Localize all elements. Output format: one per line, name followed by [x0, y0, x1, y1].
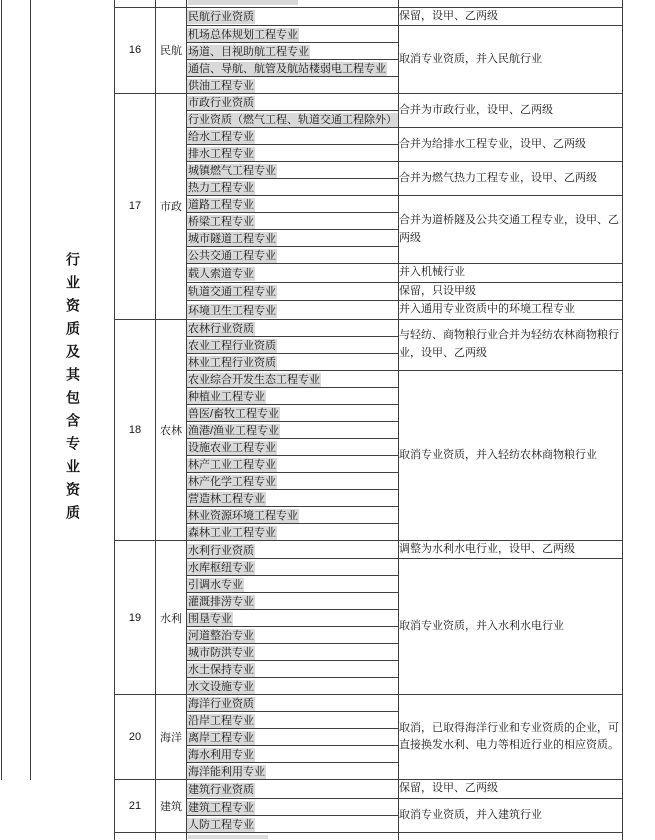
qualification-item-cell — [187, 353, 399, 370]
qualification-item-cell — [187, 816, 399, 833]
qualification-item-cell — [187, 43, 399, 60]
qualification-item-text: 通信、导航、航管及航站楼弱电工程专业 — [188, 63, 386, 76]
qualification-item-text: 水利行业资质 — [188, 544, 254, 557]
section-number-cell: 19 — [115, 540, 156, 695]
qualification-item-text: 林业工程行业资质 — [188, 356, 276, 369]
section-industry-cell: 水利 — [156, 540, 187, 695]
table-row — [115, 559, 623, 576]
table-row-partial-bottom — [115, 833, 623, 840]
qualification-item-text: 林产化学工程专业 — [188, 475, 276, 488]
qualification-item-cell — [187, 128, 399, 145]
qualification-item-text: 海水利用专业 — [188, 749, 254, 762]
result-cell: 并入机械行业 — [399, 264, 623, 283]
qualification-item-cell — [187, 60, 399, 77]
qualification-item-text: 给水工程专业 — [188, 131, 254, 144]
qualification-item-text: 供油工程专业 — [188, 80, 254, 93]
table-row — [115, 282, 623, 301]
table-row — [115, 7, 623, 26]
qualification-item-text: 森林工业工程专业 — [188, 526, 276, 539]
qualification-item-cell — [187, 264, 399, 283]
qualification-item-cell — [187, 627, 399, 644]
row-group-header-cell — [30, 0, 115, 780]
qualification-item-text: 农林行业资质 — [188, 322, 254, 335]
qualification-item-text: 海洋能利用专业 — [188, 766, 265, 779]
result-cell: 取消专业资质，并入水利水电行业 — [399, 559, 623, 695]
qualification-item-cell — [187, 746, 399, 763]
qualification-item-text: 市政行业资质 — [188, 97, 254, 110]
result-cell: 合并为给排水工程专业，设甲、乙两级 — [399, 128, 623, 162]
result-cell: 保留，设甲、乙两级 — [399, 780, 623, 799]
qualification-item-cell — [187, 370, 399, 387]
section-industry-cell — [156, 833, 187, 840]
result-cell: 并入通用专业资质中的环境工程专业 — [399, 301, 623, 320]
qualification-item-cell — [187, 301, 399, 320]
table-row — [115, 196, 623, 213]
qualification-item-cell — [187, 576, 399, 593]
qualification-item-text: 城市隧道工程专业 — [188, 233, 276, 246]
qualification-item-cell — [187, 247, 399, 264]
qualification-item-text: 行业资质（燃气工程、轨道交通工程除外） — [188, 114, 397, 127]
partial-bottom-body — [115, 833, 623, 840]
qualification-item-cell — [187, 421, 399, 438]
table-row — [115, 301, 623, 320]
qualification-item-text: 公共交通工程专业 — [188, 250, 276, 263]
qualification-item-text: 载人索道专业 — [188, 267, 254, 280]
section-number-cell: 21 — [115, 780, 156, 833]
table-row-partial-top — [115, 0, 623, 7]
qualification-item-cell — [187, 593, 399, 610]
section-number-cell: 16 — [115, 7, 156, 94]
qualification-item-text: 农业工程行业资质 — [188, 339, 276, 352]
result-cell: 合并为燃气热力工程专业，设甲、乙两级 — [399, 162, 623, 196]
section-number-cell: 17 — [115, 94, 156, 320]
qualification-item-text: 引调水专业 — [188, 579, 243, 592]
qualification-item-text: 水文设施专业 — [188, 681, 254, 694]
section-industry-cell: 市政 — [156, 94, 187, 320]
qualification-item-text: 城镇燃气工程专业 — [188, 165, 276, 178]
section-number-cell: 18 — [115, 319, 156, 540]
qualification-item-text: 林产工业工程专业 — [188, 458, 276, 471]
table-row — [115, 162, 623, 179]
table-row — [115, 319, 623, 336]
qualification-item-text: 机场总体规划工程专业 — [188, 29, 298, 42]
qualification-item-cell — [187, 763, 399, 780]
qualification-item-cell — [187, 0, 399, 7]
qualification-item-cell — [187, 489, 399, 506]
result-cell — [399, 833, 623, 840]
qualification-item-cell — [187, 213, 399, 230]
qualification-item-cell — [187, 179, 399, 196]
section-number-cell — [115, 833, 156, 840]
table-row — [115, 264, 623, 283]
qualification-item-text: 离岸工程专业 — [188, 732, 254, 745]
qualification-item-cell — [187, 780, 399, 799]
section-industry-cell: 农林 — [156, 319, 187, 540]
result-cell: 取消专业资质，并入轻纺农林商物粮行业 — [399, 370, 623, 540]
qualification-item-text: 热力工程专业 — [188, 182, 254, 195]
qualification-item-text: 建筑行业资质 — [188, 784, 254, 797]
qualification-item-cell — [187, 162, 399, 179]
qualification-item-cell — [187, 644, 399, 661]
qualification-item-cell — [187, 610, 399, 627]
qualification-item-text: 环境卫生工程专业 — [188, 305, 276, 318]
row-group-header: 行业资质及其包含专业资质 — [65, 252, 81, 528]
section-number-cell: 20 — [115, 695, 156, 780]
partial-top-body — [115, 0, 623, 7]
section-industry-cell: 海洋 — [156, 695, 187, 780]
qualification-item-text: 桥梁工程专业 — [188, 216, 254, 229]
qualification-item-cell — [187, 94, 399, 111]
table-row — [115, 695, 623, 712]
qualification-item-cell — [187, 282, 399, 301]
qualification-item-text: 场道、目视助航工程专业 — [188, 46, 309, 59]
qualification-item-cell — [187, 833, 399, 840]
qualification-item-cell — [187, 712, 399, 729]
qualification-item-text: 城市防洪专业 — [188, 647, 254, 660]
section-industry-cell — [156, 0, 187, 7]
result-cell: 保留，只设甲级 — [399, 282, 623, 301]
qualification-item-cell — [187, 661, 399, 678]
qualification-item-text: 水土保持专业 — [188, 664, 254, 677]
qualification-item-cell — [187, 336, 399, 353]
qualification-item-text: 轨道交通工程专业 — [188, 286, 276, 299]
qualification-item-text: 河道整治专业 — [188, 630, 254, 643]
table-row — [115, 780, 623, 799]
qualification-item-text: 排水工程专业 — [188, 148, 254, 161]
qualification-item-text: 围垦专业 — [188, 613, 232, 626]
qualification-item-text: 人防工程专业 — [188, 819, 254, 832]
qualification-table — [114, 0, 623, 840]
qualification-item-cell — [187, 729, 399, 746]
qualification-item-text: 农业综合开发生态工程专业 — [188, 373, 320, 386]
cut-off-text-sliver — [188, 0, 298, 5]
qualification-item-text: 民航行业资质 — [188, 11, 254, 24]
result-cell: 合并为市政行业，设甲、乙两级 — [399, 94, 623, 128]
qualification-item-cell — [187, 523, 399, 540]
qualification-item-text: 灌溉排涝专业 — [188, 596, 254, 609]
qualification-item-cell — [187, 540, 399, 559]
qualification-item-text: 种植业工程专业 — [188, 390, 265, 403]
qualification-item-text: 海洋行业资质 — [188, 698, 254, 711]
qualification-item-cell — [187, 319, 399, 336]
table-row — [115, 26, 623, 43]
table-main-body — [115, 7, 623, 833]
qualification-item-cell — [187, 404, 399, 421]
table-row — [115, 370, 623, 387]
result-cell — [399, 0, 623, 7]
qualification-item-cell — [187, 472, 399, 489]
section-industry-cell: 民航 — [156, 7, 187, 94]
qualification-item-text: 水库枢纽专业 — [188, 562, 254, 575]
qualification-item-cell — [187, 145, 399, 162]
qualification-item-cell — [187, 559, 399, 576]
qualification-item-cell — [187, 77, 399, 94]
qualification-item-text: 建筑工程专业 — [188, 802, 254, 815]
qualification-item-cell — [187, 111, 399, 128]
qualification-item-text: 营造林工程专业 — [188, 492, 265, 505]
qualification-item-cell — [187, 506, 399, 523]
qualification-item-cell — [187, 438, 399, 455]
qualification-item-cell — [187, 799, 399, 816]
section-number-cell — [115, 0, 156, 7]
qualification-item-text: 林业资源环境工程专业 — [188, 509, 298, 522]
result-cell: 调整为水利水电行业，设甲、乙两级 — [399, 540, 623, 559]
result-cell: 取消，已取得海洋行业和专业资质的企业，可直接换发水利、电力等相近行业的相应资质。 — [399, 695, 623, 780]
qualification-item-cell — [187, 7, 399, 26]
result-cell: 与轻纺、商物粮行业合并为轻纺农林商物粮行业，设甲、乙两级 — [399, 319, 623, 370]
qualification-item-text: 道路工程专业 — [188, 199, 254, 212]
qualification-item-cell — [187, 26, 399, 43]
table-row — [115, 540, 623, 559]
qualification-item-text: 沿岸工程专业 — [188, 715, 254, 728]
qualification-item-cell — [187, 387, 399, 404]
cut-off-text-sliver — [188, 835, 268, 839]
result-cell: 取消专业资质，并入民航行业 — [399, 26, 623, 94]
qualification-item-cell — [187, 196, 399, 213]
qualification-item-text: 设施农业工程专业 — [188, 441, 276, 454]
qualification-item-text: 渔港/渔业工程专业 — [188, 424, 280, 437]
table-row — [115, 799, 623, 816]
section-industry-cell: 建筑 — [156, 780, 187, 833]
table-row — [115, 94, 623, 111]
qualification-item-cell — [187, 678, 399, 695]
qualification-item-text: 兽医/畜牧工程专业 — [188, 407, 280, 420]
qualification-item-cell — [187, 695, 399, 712]
qualification-item-cell — [187, 455, 399, 472]
qualification-item-cell — [187, 230, 399, 247]
left-cut-column-line — [1, 0, 2, 780]
result-cell: 取消专业资质，并入建筑行业 — [399, 799, 623, 833]
table-row — [115, 128, 623, 145]
result-cell: 合并为道桥隧及公共交通工程专业，设甲、乙两级 — [399, 196, 623, 264]
result-cell: 保留，设甲、乙两级 — [399, 7, 623, 26]
